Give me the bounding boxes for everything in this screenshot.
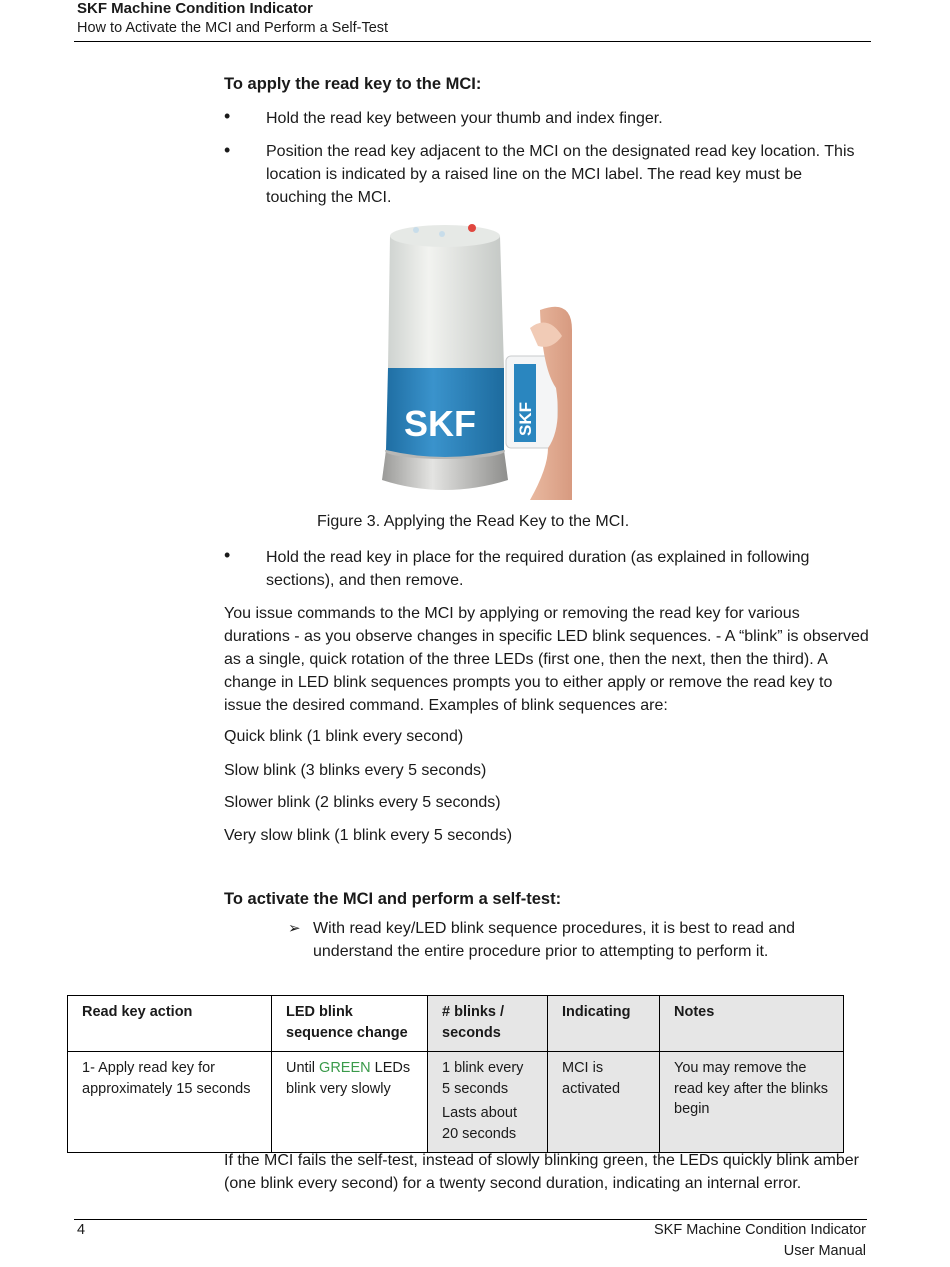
table-cell-blinks xyxy=(428,1052,548,1153)
section-heading-activate: To activate the MCI and perform a self-test: xyxy=(224,890,562,908)
bullet-marker: • xyxy=(224,106,231,126)
led-suffix: LEDs blink very slowly xyxy=(286,1060,411,1097)
footer-doc-title: SKF Machine Condition Indicator xyxy=(654,1222,866,1238)
header-subtitle: How to Activate the MCI and Perform a Self-Test xyxy=(77,20,389,36)
arrow-bullet-icon: ➢ xyxy=(288,920,301,937)
procedure-table xyxy=(67,995,844,1153)
procedure-note xyxy=(313,917,808,963)
bullet-marker: • xyxy=(224,545,231,565)
footer-doc-subtitle: User Manual xyxy=(783,1243,866,1259)
footer-rule xyxy=(74,1219,867,1220)
bullet-text: Hold the read key between your thumb and index finger. xyxy=(266,110,663,127)
table-header-cell: # blinks / seconds xyxy=(428,996,548,1052)
bullet-text: Position the read key adjacent to the MCI on the designated read key location. This location is indicated by a raised line on the MCI label. The read key must be touching the MCI. xyxy=(266,143,855,206)
page-number: 4 xyxy=(77,1222,86,1238)
led-prefix: Until xyxy=(286,1060,320,1076)
header-title: SKF Machine Condition Indicator xyxy=(77,0,313,17)
table-header-cell: Notes xyxy=(660,996,844,1052)
skf-logo-text: SKF xyxy=(404,403,476,444)
section-heading-apply-key: To apply the read key to the MCI: xyxy=(224,75,482,93)
header-rule xyxy=(74,41,871,42)
table-cell-indicating: MCI is activated xyxy=(548,1052,660,1153)
table-cell-led xyxy=(272,1052,428,1153)
led-green-word: GREEN xyxy=(319,1060,371,1076)
blinks-line: 1 blink every 5 seconds xyxy=(442,1060,524,1097)
table-header-cell: Read key action xyxy=(68,996,272,1052)
blink-example: Slow blink (3 blinks every 5 seconds) xyxy=(224,762,487,779)
blink-example: Very slow blink (1 blink every 5 seconds) xyxy=(224,827,513,844)
table-cell-notes: You may remove the read key after the blinks begin xyxy=(660,1052,844,1153)
table-row xyxy=(68,1052,844,1153)
table-header-cell: Indicating xyxy=(548,996,660,1052)
procedure-note-text: With read key/LED blink sequence procedures, it is best to read and understand the entire procedure prior to attempting to perform it. xyxy=(313,920,796,960)
bullet-marker: • xyxy=(224,140,231,160)
table-cell-action: 1- Apply read key for approximately 15 seconds xyxy=(68,1052,272,1153)
blink-example: Quick blink (1 blink every second) xyxy=(224,728,464,745)
led-red-icon xyxy=(468,224,476,232)
closing-paragraph: If the MCI fails the self-test, instead of slowly blinking green, the LEDs quickly blink amber (one blink every second) for a twenty second duration, indicating an internal error. xyxy=(224,1152,859,1192)
mci-device-illustration xyxy=(380,218,572,500)
figure-caption: Figure 3. Applying the Read Key to the MCI. xyxy=(317,513,630,530)
read-key-logo-text: SKF xyxy=(516,402,535,436)
body-paragraph: You issue commands to the MCI by applying or removing the read key for various durations - as you observe changes in specific LED blink sequences. - A “blink” is observed as a single, quick rotation of the three LEDs (first one, then the next, then the third). A change in LED blink sequences prompts you to either apply or remove the read key to issue the desired command. Examples of blink sequences are: xyxy=(224,605,869,714)
blinks-line: Lasts about 20 seconds xyxy=(442,1105,517,1142)
bullet-text: Hold the read key in place for the required duration (as explained in following sections), and then remove. xyxy=(266,549,810,589)
table-header-cell: LED blink sequence change xyxy=(272,996,428,1052)
blink-example: Slower blink (2 blinks every 5 seconds) xyxy=(224,794,501,811)
table-header-row xyxy=(68,996,844,1052)
figure-read-key-photo xyxy=(380,218,572,500)
